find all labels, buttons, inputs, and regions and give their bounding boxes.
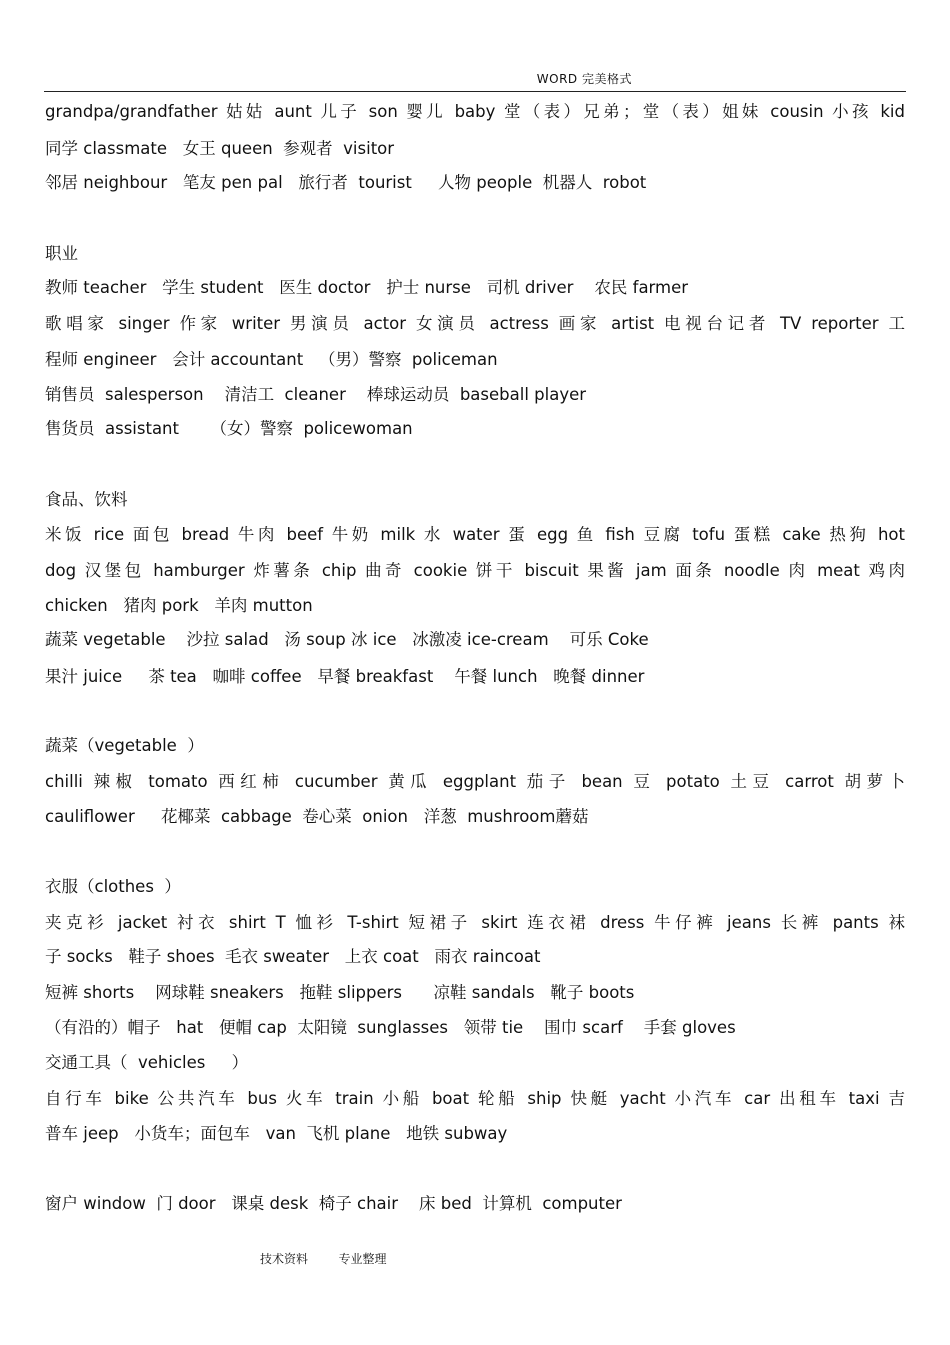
text-line-family-2: 同学 classmate 女王 queen 参观者 visitor [45,139,395,158]
header-divider [44,91,906,92]
text-line-clothes-4: （有沿的）帽子 hat 便帽 cap 太阳镜 sunglasses 领带 tie 围巾 scarf 手套 gloves [45,1018,736,1037]
text-line-jobs-4: 销售员 salesperson 清洁工 cleaner 棒球运动员 baseball player [45,385,587,404]
text-line-household: 窗户 window 门 door 课桌 desk 椅子 chair 床 bed 计算机 computer [45,1194,622,1213]
text-line-food-2: dog 汉堡包 hamburger 炸薯条 chip 曲奇 cookie 饼干 biscuit 果酱 jam 面条 noodle 肉 meat 鸡肉 [45,561,905,580]
section-heading-clothes: 衣服（clothes ） [45,877,181,896]
footer-left-text: 技术资料 [260,1252,309,1266]
text-line-jobs-1: 教师 teacher 学生 student 医生 doctor 护士 nurse 司机 driver 农民 farmer [45,278,689,297]
text-line-food-5: 果汁 juice 茶 tea 咖啡 coffee 早餐 breakfast 午餐 lunch 晚餐 dinner [45,667,645,686]
text-line-clothes-1: 夹克衫 jacket 衬衣 shirt T 恤衫 T-shirt 短裙子 skirt 连衣裙 dress 牛仔裤 jeans 长裤 pants 袜 [45,913,905,932]
text-line-clothes-2: 子 socks 鞋子 shoes 毛衣 sweater 上衣 coat 雨衣 raincoat [45,947,541,966]
text-line-jobs-3: 程师 engineer 会计 accountant （男）警察 policeman [45,350,498,369]
section-heading-jobs: 职业 [45,244,78,263]
section-heading-vehicles: 交通工具（ vehicles ） [45,1053,249,1072]
text-line-vehicles-1: 自行车 bike 公共汽车 bus 火车 train 小船 boat 轮船 ship 快艇 yacht 小汽车 car 出租车 taxi 吉 [45,1089,905,1108]
text-line-vehicles-2: 普车 jeep 小货车；面包车 van 飞机 plane 地铁 subway [45,1124,508,1143]
text-line-family-1: grandpa/grandfather 姑姑 aunt 儿子 son 婴儿 baby 堂（表）兄弟；堂（表）姐妹 cousin 小孩 kid [45,102,905,121]
text-line-jobs-5: 售货员 assistant （女）警察 policewoman [45,419,413,438]
text-line-jobs-2: 歌唱家 singer 作家 writer 男演员 actor 女演员 actress 画家 artist 电视台记者 TV reporter 工 [45,314,905,333]
section-heading-food: 食品、饮料 [45,490,128,509]
text-line-food-4: 蔬菜 vegetable 沙拉 salad 汤 soup 冰 ice 冰激凌 ice-cream 可乐 Coke [45,630,649,649]
text-line-family-3: 邻居 neighbour 笔友 pen pal 旅行者 tourist 人物 people 机器人 robot [45,173,647,192]
section-heading-vegetable: 蔬菜（vegetable ） [45,736,204,755]
text-line-food-1: 米饭 rice 面包 bread 牛肉 beef 牛奶 milk 水 water 蛋 egg 鱼 fish 豆腐 tofu 蛋糕 cake 热狗 hot [45,525,905,544]
page-header-title: WORD 完美格式 [536,72,632,86]
text-line-clothes-3: 短裤 shorts 网球鞋 sneakers 拖鞋 slippers 凉鞋 sandals 靴子 boots [45,983,635,1002]
text-line-food-3: chicken 猪肉 pork 羊肉 mutton [45,596,313,615]
text-line-vegetable-1: chilli 辣椒 tomato 西红柿 cucumber 黄瓜 eggplant 茄子 bean 豆 potato 土豆 carrot 胡萝卜 [45,772,905,791]
footer-right-text: 专业整理 [338,1252,387,1266]
text-line-vegetable-2: cauliflower 花椰菜 cabbage 卷心菜 onion 洋葱 mushroom蘑菇 [45,807,589,826]
page-footer [260,1250,387,1267]
